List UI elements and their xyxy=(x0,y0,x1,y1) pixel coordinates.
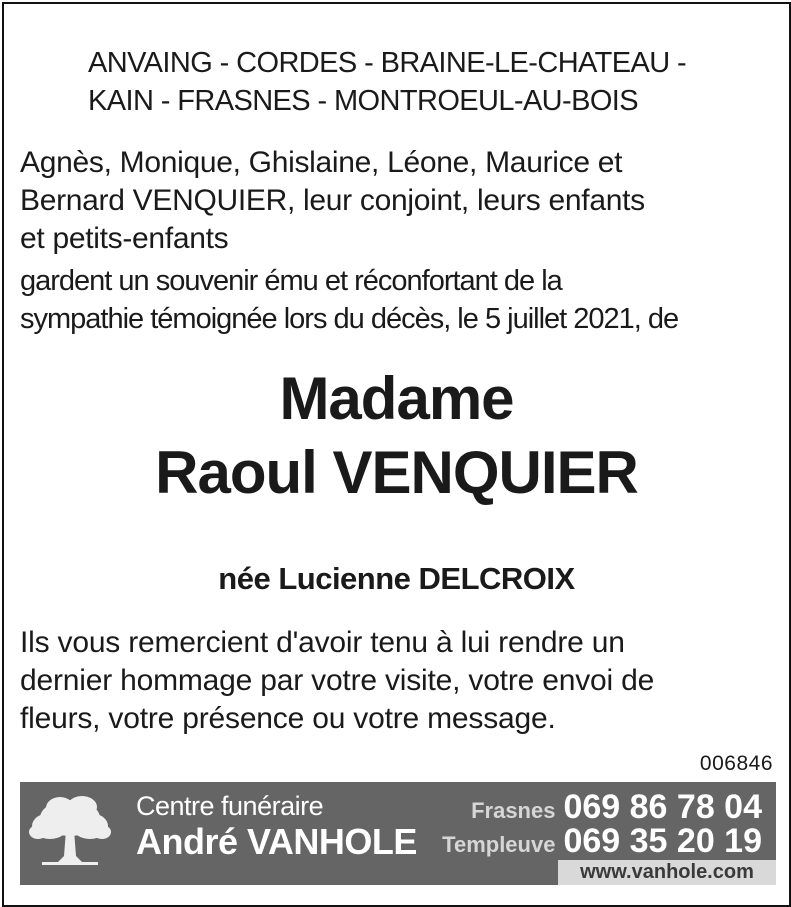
phone-city: Templeuve xyxy=(442,832,556,857)
phone-number: 069 35 20 19 xyxy=(563,822,762,860)
funeral-center-label: Centre funéraire xyxy=(136,791,324,821)
phone-number: 069 86 78 04 xyxy=(563,788,762,826)
locations-header xyxy=(88,44,728,120)
director-name: André VANHOLE xyxy=(136,821,417,862)
thanks-message-line: dernier hommage par votre visite, votre envoi de xyxy=(20,664,655,697)
funeral-home-banner xyxy=(20,782,776,885)
family-line: Agnès, Monique, Ghislaine, Léone, Maurice et xyxy=(20,146,623,179)
family-line: Bernard VENQUIER, leur conjoint, leurs enfants xyxy=(20,184,645,217)
website: www.vanhole.com xyxy=(558,860,776,885)
thanks-intro-line: sympathie témoignée lors du décès, le 5 juillet 2021, de xyxy=(20,303,679,335)
deceased-title: Madame xyxy=(279,365,514,432)
thanks-message xyxy=(20,624,780,738)
phone-row-templeuve xyxy=(442,822,762,862)
family-line: et petits-enfants xyxy=(20,222,229,255)
thanks-message-line: Ils vous remercient d'avoir tenu à lui rendre un xyxy=(20,626,625,659)
deceased-name: Raoul VENQUIER xyxy=(155,439,638,506)
locations-line: KAIN - FRASNES - MONTROEUL-AU-BOIS xyxy=(88,85,638,117)
phone-city: Frasnes xyxy=(471,798,556,823)
reference-number: 006846 xyxy=(699,752,773,775)
family-members xyxy=(20,144,740,258)
thanks-message-line: fleurs, votre présence ou votre message. xyxy=(20,702,556,735)
tree-icon xyxy=(28,790,112,876)
obituary-card xyxy=(2,2,791,907)
deceased-name-block xyxy=(4,362,789,510)
thanks-intro xyxy=(20,262,760,338)
maiden-name: née Lucienne DELCROIX xyxy=(218,561,575,596)
thanks-intro-line: gardent un souvenir ému et réconfortant de la xyxy=(20,265,562,297)
locations-line: ANVAING - CORDES - BRAINE-LE-CHATEAU - xyxy=(88,47,687,79)
